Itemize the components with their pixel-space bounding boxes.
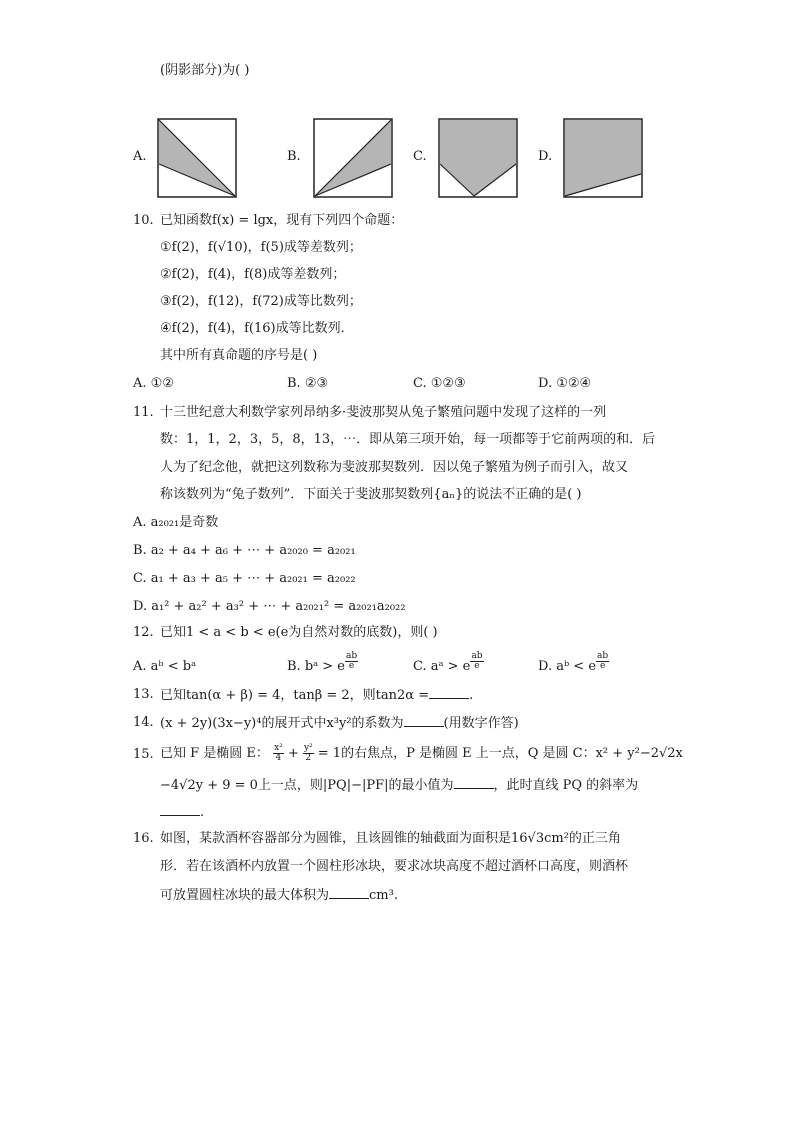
q11-option-c: C. a₁ + a₃ + a₅ + ⋯ + a₂₀₂₁ = a₂₀₂₂ — [133, 571, 356, 586]
q15-number: 15. — [133, 747, 154, 762]
q9-option-a-label: A. — [133, 149, 147, 164]
q12-option-d — [538, 651, 609, 676]
q15-intro: 已知 F 是椭圆 E： — [160, 746, 269, 761]
q14-end: (用数字作答) — [443, 716, 519, 731]
q9-option-b-label: B. — [287, 149, 301, 164]
q11-line-3: 人为了纪念他，就把这列数称为斐波那契数列．因以兔子繁殖为例子而引入，故又 — [160, 460, 629, 475]
q13-end: . — [469, 688, 474, 703]
q12-option-b-base: B. bᵃ > e — [287, 659, 346, 674]
q15-line-2 — [160, 776, 638, 795]
q12-option-c-base: C. aᵃ > e — [413, 659, 471, 674]
q14-text — [160, 714, 519, 733]
q9-option-c-label: C. — [413, 149, 427, 164]
q15-answer-blank-1[interactable] — [454, 776, 494, 789]
q9-figure-a — [157, 118, 237, 198]
q13-number: 13. — [133, 687, 154, 702]
q16-line-3-a: 可放置圆柱冰块的最大体积为 — [160, 888, 330, 903]
q12-option-d-base: D. aᵇ < e — [538, 659, 597, 674]
q14-number: 14. — [133, 715, 154, 730]
q16-unit: cm³. — [369, 888, 398, 903]
q15-fraction-x: $\frac{\text{x²}}{4}$ — [274, 743, 283, 763]
q12-option-c — [413, 651, 484, 676]
q15-line-1 — [160, 744, 683, 763]
q16-line-2: 形．若在该酒杯内放置一个圆柱形冰块，要求冰块高度不超过酒杯口高度，则酒杯 — [160, 859, 629, 874]
q13-stem: 已知tan(α + β) = 4，tanβ = 2，则tan2α = — [160, 688, 430, 703]
q10-proposition-1: ①f(2)，f(√10)，f(5)成等差数列； — [160, 240, 362, 255]
q15-line-2-a: −4√2y + 9 = 0上一点，则|PQ|−|PF|的最小值为 — [160, 778, 454, 793]
q10-option-c: C. ①②③ — [413, 376, 466, 391]
q10-option-a: A. ①② — [133, 376, 174, 391]
q9-figure-d — [563, 118, 643, 198]
q10-number: 10. — [133, 213, 154, 228]
q12-option-a: A. aᵇ < bᵃ — [133, 659, 197, 674]
q13-text — [160, 686, 473, 705]
q11-line-4: 称该数列为“兔子数列”．下面关于斐波那契数列{aₙ}的说法不正确的是( ) — [160, 487, 582, 502]
q10-proposition-3: ③f(2)，f(12)，f(72)成等比数列； — [160, 294, 362, 309]
q10-option-d: D. ①②④ — [538, 376, 592, 391]
q12-option-c-exponent: $\frac{ab}{e}$ — [471, 651, 483, 671]
q11-option-d: D. a₁² + a₂² + a₃² + ⋯ + a₂₀₂₁² = a₂₀₂₁a₂₀₂₂ — [133, 599, 406, 614]
q16-line-1: 如图，某款酒杯容器部分为圆锥，且该圆锥的轴截面为面积是16√3cm²的正三角 — [160, 831, 621, 846]
q11-option-a: A. a₂₀₂₁是奇数 — [133, 515, 219, 530]
q12-option-b — [287, 651, 358, 676]
q10-option-b: B. ②③ — [287, 376, 329, 391]
q11-number: 11. — [133, 405, 154, 420]
q16-line-3 — [160, 886, 398, 905]
q11-option-b: B. a₂ + a₄ + a₆ + ⋯ + a₂₀₂₀ = a₂₀₂₁ — [133, 543, 356, 558]
q15-answer-blank-2[interactable] — [160, 803, 200, 816]
q12-stem: 已知1 < a < b < e(e为自然对数的底数)，则( ) — [160, 625, 438, 640]
q13-answer-blank[interactable] — [429, 686, 469, 699]
q11-line-2: 数：1，1，2，3，5，8，13，⋯．即从第三项开始，每一项都等于它前两项的和．后 — [160, 432, 656, 447]
q16-number: 16. — [133, 831, 154, 846]
q15-end: . — [200, 805, 205, 820]
q14-stem: (x + 2y)(3x−y)⁴的展开式中x³y²的系数为 — [160, 716, 404, 731]
q10-proposition-4: ④f(2)，f(4)，f(16)成等比数列． — [160, 321, 354, 336]
q10-proposition-2: ②f(2)，f(4)，f(8)成等差数列； — [160, 267, 346, 282]
q9-figure-c — [438, 118, 518, 198]
q15-plus: + — [287, 746, 299, 761]
q16-answer-blank[interactable] — [329, 886, 369, 899]
q12-number: 12. — [133, 625, 154, 640]
q9-option-d-label: D. — [538, 149, 553, 164]
q10-stem: 已知函数f(x) = lgx，现有下列四个命题： — [160, 213, 404, 228]
q12-option-d-exponent: $\frac{ab}{e}$ — [597, 651, 609, 671]
q15-line-2-b: ，此时直线 PQ 的斜率为 — [493, 778, 639, 793]
q14-answer-blank[interactable] — [404, 714, 444, 727]
q9-tail: (阴影部分)为( ) — [160, 63, 250, 78]
q15-fraction-y: $\frac{\text{y²}}{2}$ — [303, 743, 313, 763]
q10-ask: 其中所有真命题的序号是( ) — [160, 348, 318, 363]
q12-option-b-exponent: $\frac{ab}{e}$ — [346, 651, 358, 671]
q9-figure-b — [313, 118, 393, 198]
q11-line-1: 十三世纪意大利数学家列昂纳多·斐波那契从兔子繁殖问题中发现了这样的一列 — [160, 405, 607, 420]
q15-line-1-rest: = 1的右焦点，P 是椭圆 E 上一点，Q 是圆 C：x² + y²−2√2x — [317, 746, 683, 761]
q15-line-3 — [160, 803, 204, 822]
